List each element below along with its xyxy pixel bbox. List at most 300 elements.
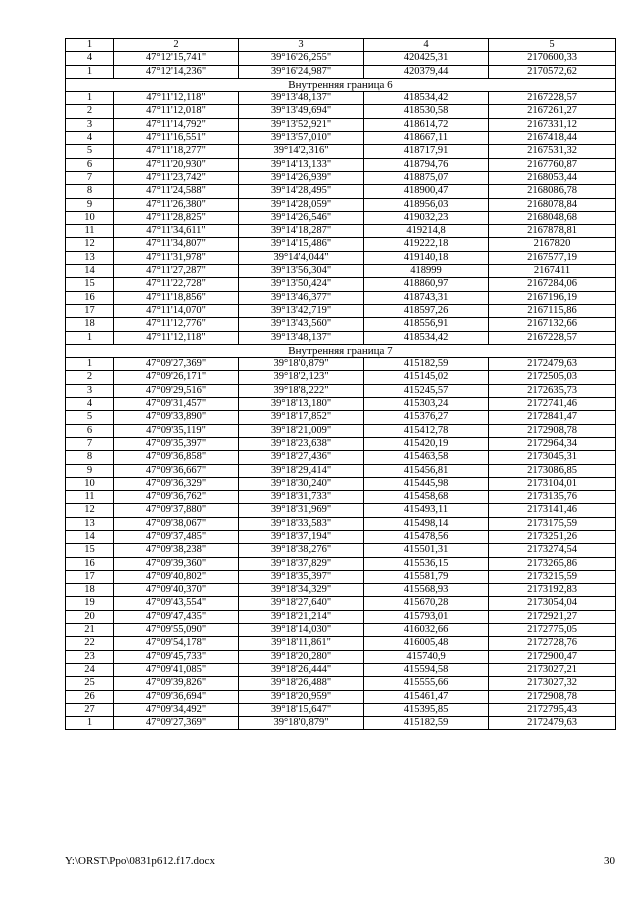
coord-x-cell: 419222,18	[364, 238, 489, 251]
coord-y-cell: 2173141,46	[489, 504, 616, 517]
latitude-cell: 47°09'36,667"	[114, 464, 239, 477]
latitude-cell: 47°11'12,118"	[114, 331, 239, 344]
latitude-cell: 47°11'34,807"	[114, 238, 239, 251]
latitude-cell: 47°09'33,890"	[114, 411, 239, 424]
coord-x-cell: 418717,91	[364, 145, 489, 158]
longitude-cell: 39°14'26,546"	[239, 211, 364, 224]
table-row	[66, 663, 616, 676]
point-number-cell: 4	[66, 132, 114, 145]
section-title: Внутренняя граница 6	[66, 78, 616, 91]
coord-x-cell: 418534,42	[364, 92, 489, 105]
coord-y-cell: 2168086,78	[489, 185, 616, 198]
coord-y-cell: 2172635,73	[489, 384, 616, 397]
latitude-cell: 47°11'24,588"	[114, 185, 239, 198]
coord-y-cell: 2168048,68	[489, 211, 616, 224]
coord-x-cell: 415461,47	[364, 690, 489, 703]
longitude-cell: 39°13'48,137"	[239, 331, 364, 344]
latitude-cell: 47°11'12,776"	[114, 318, 239, 331]
coord-x-cell: 415395,85	[364, 703, 489, 716]
coord-y-cell: 2167878,81	[489, 225, 616, 238]
coord-y-cell: 2167115,86	[489, 304, 616, 317]
coord-y-cell: 2173175,59	[489, 517, 616, 530]
longitude-cell: 39°18'13,180"	[239, 398, 364, 411]
coord-x-cell: 415245,57	[364, 384, 489, 397]
latitude-cell: 47°11'16,551"	[114, 132, 239, 145]
point-number-cell: 2	[66, 105, 114, 118]
table-row	[66, 570, 616, 583]
longitude-cell: 39°18'20,959"	[239, 690, 364, 703]
coord-y-cell: 2172908,78	[489, 690, 616, 703]
longitude-cell: 39°18'8,222"	[239, 384, 364, 397]
table-row	[66, 105, 616, 118]
latitude-cell: 47°09'45,733"	[114, 650, 239, 663]
latitude-cell: 47°09'43,554"	[114, 597, 239, 610]
coord-x-cell: 419032,23	[364, 211, 489, 224]
coord-x-cell: 420379,44	[364, 65, 489, 78]
coord-x-cell: 415182,59	[364, 358, 489, 371]
coord-x-cell: 415536,15	[364, 557, 489, 570]
header-cell-2: 2	[114, 39, 239, 52]
table-row	[66, 610, 616, 623]
latitude-cell: 47°09'36,858"	[114, 451, 239, 464]
point-number-cell: 16	[66, 557, 114, 570]
longitude-cell: 39°18'15,647"	[239, 703, 364, 716]
point-number-cell: 1	[66, 717, 114, 730]
coord-x-cell: 418875,07	[364, 171, 489, 184]
point-number-cell: 16	[66, 291, 114, 304]
table-row	[66, 384, 616, 397]
table-row	[66, 304, 616, 317]
point-number-cell: 1	[66, 331, 114, 344]
coord-y-cell: 2167228,57	[489, 92, 616, 105]
coord-x-cell: 415740,9	[364, 650, 489, 663]
table-row	[66, 557, 616, 570]
coord-y-cell: 2167132,66	[489, 318, 616, 331]
point-number-cell: 6	[66, 424, 114, 437]
coord-y-cell: 2172479,63	[489, 717, 616, 730]
coord-x-cell: 415581,79	[364, 570, 489, 583]
longitude-cell: 39°18'21,009"	[239, 424, 364, 437]
longitude-cell: 39°18'20,280"	[239, 650, 364, 663]
table-row	[66, 690, 616, 703]
longitude-cell: 39°18'23,638"	[239, 437, 364, 450]
coord-x-cell: 415420,19	[364, 437, 489, 450]
table-row	[66, 530, 616, 543]
coord-x-cell: 418860,97	[364, 278, 489, 291]
coord-y-cell: 2172741,46	[489, 398, 616, 411]
coord-x-cell: 415793,01	[364, 610, 489, 623]
table-row	[66, 491, 616, 504]
point-number-cell: 17	[66, 304, 114, 317]
table-row	[66, 238, 616, 251]
latitude-cell: 47°09'38,067"	[114, 517, 239, 530]
table-row	[66, 118, 616, 131]
latitude-cell: 47°09'34,492"	[114, 703, 239, 716]
longitude-cell: 39°14'4,044"	[239, 251, 364, 264]
point-number-cell: 11	[66, 491, 114, 504]
longitude-cell: 39°18'31,733"	[239, 491, 364, 504]
coord-x-cell: 415445,98	[364, 477, 489, 490]
latitude-cell: 47°12'14,236"	[114, 65, 239, 78]
coord-x-cell: 415670,28	[364, 597, 489, 610]
point-number-cell: 9	[66, 198, 114, 211]
longitude-cell: 39°18'29,414"	[239, 464, 364, 477]
table-row	[66, 677, 616, 690]
point-number-cell: 4	[66, 398, 114, 411]
header-row	[66, 39, 616, 52]
coord-y-cell: 2173274,54	[489, 544, 616, 557]
longitude-cell: 39°16'24,987"	[239, 65, 364, 78]
coord-x-cell: 416032,66	[364, 624, 489, 637]
longitude-cell: 39°18'35,397"	[239, 570, 364, 583]
point-number-cell: 24	[66, 663, 114, 676]
coord-y-cell: 2173265,86	[489, 557, 616, 570]
coord-x-cell: 418999	[364, 265, 489, 278]
table-row	[66, 158, 616, 171]
table-row	[66, 185, 616, 198]
table-row	[66, 411, 616, 424]
point-number-cell: 15	[66, 278, 114, 291]
longitude-cell: 39°16'26,255"	[239, 52, 364, 65]
latitude-cell: 47°11'18,277"	[114, 145, 239, 158]
latitude-cell: 47°09'27,369"	[114, 358, 239, 371]
section-title-row	[66, 78, 616, 91]
longitude-cell: 39°18'38,276"	[239, 544, 364, 557]
longitude-cell: 39°13'43,560"	[239, 318, 364, 331]
table-row	[66, 650, 616, 663]
point-number-cell: 17	[66, 570, 114, 583]
coord-y-cell: 2173135,76	[489, 491, 616, 504]
coordinates-table-container	[65, 38, 615, 730]
point-number-cell: 3	[66, 384, 114, 397]
coord-y-cell: 2172900,47	[489, 650, 616, 663]
coord-x-cell: 415376,27	[364, 411, 489, 424]
latitude-cell: 47°09'41,085"	[114, 663, 239, 676]
table-row	[66, 198, 616, 211]
latitude-cell: 47°09'36,694"	[114, 690, 239, 703]
coord-x-cell: 415594,58	[364, 663, 489, 676]
latitude-cell: 47°09'26,171"	[114, 371, 239, 384]
coord-y-cell: 2172921,27	[489, 610, 616, 623]
latitude-cell: 47°09'37,485"	[114, 530, 239, 543]
latitude-cell: 47°09'39,360"	[114, 557, 239, 570]
latitude-cell: 47°11'27,287"	[114, 265, 239, 278]
coord-y-cell: 2173104,01	[489, 477, 616, 490]
point-number-cell: 1	[66, 65, 114, 78]
coord-x-cell: 415412,78	[364, 424, 489, 437]
coord-x-cell: 415463,58	[364, 451, 489, 464]
coord-x-cell: 419214,8	[364, 225, 489, 238]
longitude-cell: 39°18'31,969"	[239, 504, 364, 517]
longitude-cell: 39°18'14,030"	[239, 624, 364, 637]
point-number-cell: 1	[66, 92, 114, 105]
coord-x-cell: 415458,68	[364, 491, 489, 504]
latitude-cell: 47°11'26,380"	[114, 198, 239, 211]
point-number-cell: 7	[66, 437, 114, 450]
table-row	[66, 371, 616, 384]
table-row	[66, 544, 616, 557]
coord-y-cell: 2168078,84	[489, 198, 616, 211]
point-number-cell: 12	[66, 504, 114, 517]
table-row	[66, 504, 616, 517]
latitude-cell: 47°09'55,090"	[114, 624, 239, 637]
longitude-cell: 39°18'30,240"	[239, 477, 364, 490]
longitude-cell: 39°13'49,694"	[239, 105, 364, 118]
point-number-cell: 11	[66, 225, 114, 238]
coord-y-cell: 2172728,76	[489, 637, 616, 650]
coord-x-cell: 415182,59	[364, 717, 489, 730]
table-row	[66, 597, 616, 610]
coord-y-cell: 2167411	[489, 265, 616, 278]
coord-x-cell: 418534,42	[364, 331, 489, 344]
coord-x-cell: 418614,72	[364, 118, 489, 131]
table-row	[66, 211, 616, 224]
point-number-cell: 26	[66, 690, 114, 703]
longitude-cell: 39°18'17,852"	[239, 411, 364, 424]
latitude-cell: 47°11'12,018"	[114, 105, 239, 118]
table-row	[66, 584, 616, 597]
coord-y-cell: 2168053,44	[489, 171, 616, 184]
latitude-cell: 47°09'38,238"	[114, 544, 239, 557]
coord-y-cell: 2167261,27	[489, 105, 616, 118]
latitude-cell: 47°09'40,802"	[114, 570, 239, 583]
longitude-cell: 39°13'52,921"	[239, 118, 364, 131]
point-number-cell: 3	[66, 118, 114, 131]
longitude-cell: 39°18'37,829"	[239, 557, 364, 570]
point-number-cell: 27	[66, 703, 114, 716]
table-row	[66, 225, 616, 238]
coord-y-cell: 2173215,59	[489, 570, 616, 583]
table-row	[66, 291, 616, 304]
coord-x-cell: 418556,91	[364, 318, 489, 331]
table-row	[66, 278, 616, 291]
longitude-cell: 39°14'18,287"	[239, 225, 364, 238]
latitude-cell: 47°09'54,178"	[114, 637, 239, 650]
latitude-cell: 47°09'27,369"	[114, 717, 239, 730]
point-number-cell: 2	[66, 371, 114, 384]
coord-y-cell: 2173027,32	[489, 677, 616, 690]
point-number-cell: 13	[66, 517, 114, 530]
table-row	[66, 517, 616, 530]
point-number-cell: 20	[66, 610, 114, 623]
longitude-cell: 39°13'50,424"	[239, 278, 364, 291]
coord-y-cell: 2167196,19	[489, 291, 616, 304]
coord-y-cell: 2167284,06	[489, 278, 616, 291]
latitude-cell: 47°11'14,792"	[114, 118, 239, 131]
point-number-cell: 9	[66, 464, 114, 477]
latitude-cell: 47°09'36,329"	[114, 477, 239, 490]
latitude-cell: 47°09'39,826"	[114, 677, 239, 690]
table-row	[66, 65, 616, 78]
coord-x-cell: 418900,47	[364, 185, 489, 198]
coord-y-cell: 2172479,63	[489, 358, 616, 371]
point-number-cell: 25	[66, 677, 114, 690]
header-cell-3: 3	[239, 39, 364, 52]
latitude-cell: 47°11'34,611"	[114, 225, 239, 238]
coord-x-cell: 418597,26	[364, 304, 489, 317]
coord-y-cell: 2172795,43	[489, 703, 616, 716]
coordinates-table	[65, 38, 616, 730]
table-row	[66, 624, 616, 637]
header-cell-4: 4	[364, 39, 489, 52]
longitude-cell: 39°18'27,436"	[239, 451, 364, 464]
coord-y-cell: 2167577,19	[489, 251, 616, 264]
coord-x-cell: 418743,31	[364, 291, 489, 304]
coord-x-cell: 415456,81	[364, 464, 489, 477]
longitude-cell: 39°14'15,486"	[239, 238, 364, 251]
coord-x-cell: 415303,24	[364, 398, 489, 411]
point-number-cell: 12	[66, 238, 114, 251]
point-number-cell: 5	[66, 411, 114, 424]
coord-y-cell: 2167331,12	[489, 118, 616, 131]
coord-x-cell: 415498,14	[364, 517, 489, 530]
point-number-cell: 8	[66, 185, 114, 198]
coord-y-cell: 2167760,87	[489, 158, 616, 171]
longitude-cell: 39°14'13,133"	[239, 158, 364, 171]
longitude-cell: 39°18'21,214"	[239, 610, 364, 623]
point-number-cell: 4	[66, 52, 114, 65]
latitude-cell: 47°11'14,070"	[114, 304, 239, 317]
table-row	[66, 477, 616, 490]
table-row	[66, 171, 616, 184]
coord-x-cell: 418667,11	[364, 132, 489, 145]
point-number-cell: 14	[66, 530, 114, 543]
coord-x-cell: 420425,31	[364, 52, 489, 65]
table-row	[66, 451, 616, 464]
coord-y-cell: 2173086,85	[489, 464, 616, 477]
coord-y-cell: 2172964,34	[489, 437, 616, 450]
coord-x-cell: 418956,03	[364, 198, 489, 211]
table-row	[66, 464, 616, 477]
latitude-cell: 47°09'37,880"	[114, 504, 239, 517]
longitude-cell: 39°18'0,879"	[239, 717, 364, 730]
point-number-cell: 5	[66, 145, 114, 158]
point-number-cell: 10	[66, 477, 114, 490]
point-number-cell: 23	[66, 650, 114, 663]
longitude-cell: 39°14'26,939"	[239, 171, 364, 184]
point-number-cell: 15	[66, 544, 114, 557]
header-cell-1: 1	[66, 39, 114, 52]
section-title: Внутренняя граница 7	[66, 344, 616, 357]
coord-y-cell: 2170572,62	[489, 65, 616, 78]
coord-y-cell: 2167820	[489, 238, 616, 251]
longitude-cell: 39°13'48,137"	[239, 92, 364, 105]
longitude-cell: 39°13'42,719"	[239, 304, 364, 317]
point-number-cell: 19	[66, 597, 114, 610]
table-row	[66, 318, 616, 331]
table-row	[66, 717, 616, 730]
point-number-cell: 6	[66, 158, 114, 171]
table-row	[66, 398, 616, 411]
point-number-cell: 7	[66, 171, 114, 184]
coord-y-cell: 2173045,31	[489, 451, 616, 464]
longitude-cell: 39°18'26,488"	[239, 677, 364, 690]
table-row	[66, 358, 616, 371]
table-row	[66, 132, 616, 145]
point-number-cell: 1	[66, 358, 114, 371]
longitude-cell: 39°13'46,377"	[239, 291, 364, 304]
table-row	[66, 52, 616, 65]
footer-file-path: Y:\ORST\Ppo\0831p612.f17.docx	[65, 855, 215, 867]
point-number-cell: 10	[66, 211, 114, 224]
coord-x-cell: 415568,93	[364, 584, 489, 597]
coord-x-cell: 418794,76	[364, 158, 489, 171]
latitude-cell: 47°11'20,930"	[114, 158, 239, 171]
table-row	[66, 251, 616, 264]
table-row	[66, 437, 616, 450]
latitude-cell: 47°11'18,856"	[114, 291, 239, 304]
coord-y-cell: 2172841,47	[489, 411, 616, 424]
latitude-cell: 47°11'31,978"	[114, 251, 239, 264]
coord-x-cell: 415493,11	[364, 504, 489, 517]
longitude-cell: 39°18'26,444"	[239, 663, 364, 676]
page-number: 30	[604, 855, 615, 867]
coord-y-cell: 2173054,04	[489, 597, 616, 610]
longitude-cell: 39°18'33,583"	[239, 517, 364, 530]
coord-x-cell: 415145,02	[364, 371, 489, 384]
longitude-cell: 39°18'27,640"	[239, 597, 364, 610]
latitude-cell: 47°11'23,742"	[114, 171, 239, 184]
coord-x-cell: 416005,48	[364, 637, 489, 650]
table-row	[66, 703, 616, 716]
longitude-cell: 39°18'37,194"	[239, 530, 364, 543]
table-row	[66, 265, 616, 278]
longitude-cell: 39°14'28,495"	[239, 185, 364, 198]
longitude-cell: 39°14'2,316"	[239, 145, 364, 158]
table-row	[66, 145, 616, 158]
coord-y-cell: 2173251,26	[489, 530, 616, 543]
point-number-cell: 13	[66, 251, 114, 264]
coord-y-cell: 2167228,57	[489, 331, 616, 344]
coord-y-cell: 2172908,78	[489, 424, 616, 437]
table-row	[66, 424, 616, 437]
latitude-cell: 47°09'47,435"	[114, 610, 239, 623]
point-number-cell: 18	[66, 318, 114, 331]
coord-y-cell: 2173027,21	[489, 663, 616, 676]
latitude-cell: 47°09'40,370"	[114, 584, 239, 597]
point-number-cell: 22	[66, 637, 114, 650]
latitude-cell: 47°09'35,119"	[114, 424, 239, 437]
longitude-cell: 39°13'57,010"	[239, 132, 364, 145]
latitude-cell: 47°11'22,728"	[114, 278, 239, 291]
longitude-cell: 39°18'11,861"	[239, 637, 364, 650]
latitude-cell: 47°09'35,397"	[114, 437, 239, 450]
point-number-cell: 21	[66, 624, 114, 637]
coord-x-cell: 415555,66	[364, 677, 489, 690]
latitude-cell: 47°11'12,118"	[114, 92, 239, 105]
latitude-cell: 47°12'15,741"	[114, 52, 239, 65]
longitude-cell: 39°18'0,879"	[239, 358, 364, 371]
coord-x-cell: 415501,31	[364, 544, 489, 557]
latitude-cell: 47°09'29,516"	[114, 384, 239, 397]
point-number-cell: 14	[66, 265, 114, 278]
coord-y-cell: 2167531,32	[489, 145, 616, 158]
coord-x-cell: 418530,58	[364, 105, 489, 118]
coord-y-cell: 2170600,33	[489, 52, 616, 65]
longitude-cell: 39°13'56,304"	[239, 265, 364, 278]
coord-y-cell: 2172775,05	[489, 624, 616, 637]
header-cell-5: 5	[489, 39, 616, 52]
latitude-cell: 47°11'28,825"	[114, 211, 239, 224]
table-row	[66, 331, 616, 344]
coord-x-cell: 415478,56	[364, 530, 489, 543]
coordinates-table-body	[66, 39, 616, 730]
coord-y-cell: 2167418,44	[489, 132, 616, 145]
point-number-cell: 8	[66, 451, 114, 464]
longitude-cell: 39°14'28,059"	[239, 198, 364, 211]
section-title-row	[66, 344, 616, 357]
table-row	[66, 92, 616, 105]
